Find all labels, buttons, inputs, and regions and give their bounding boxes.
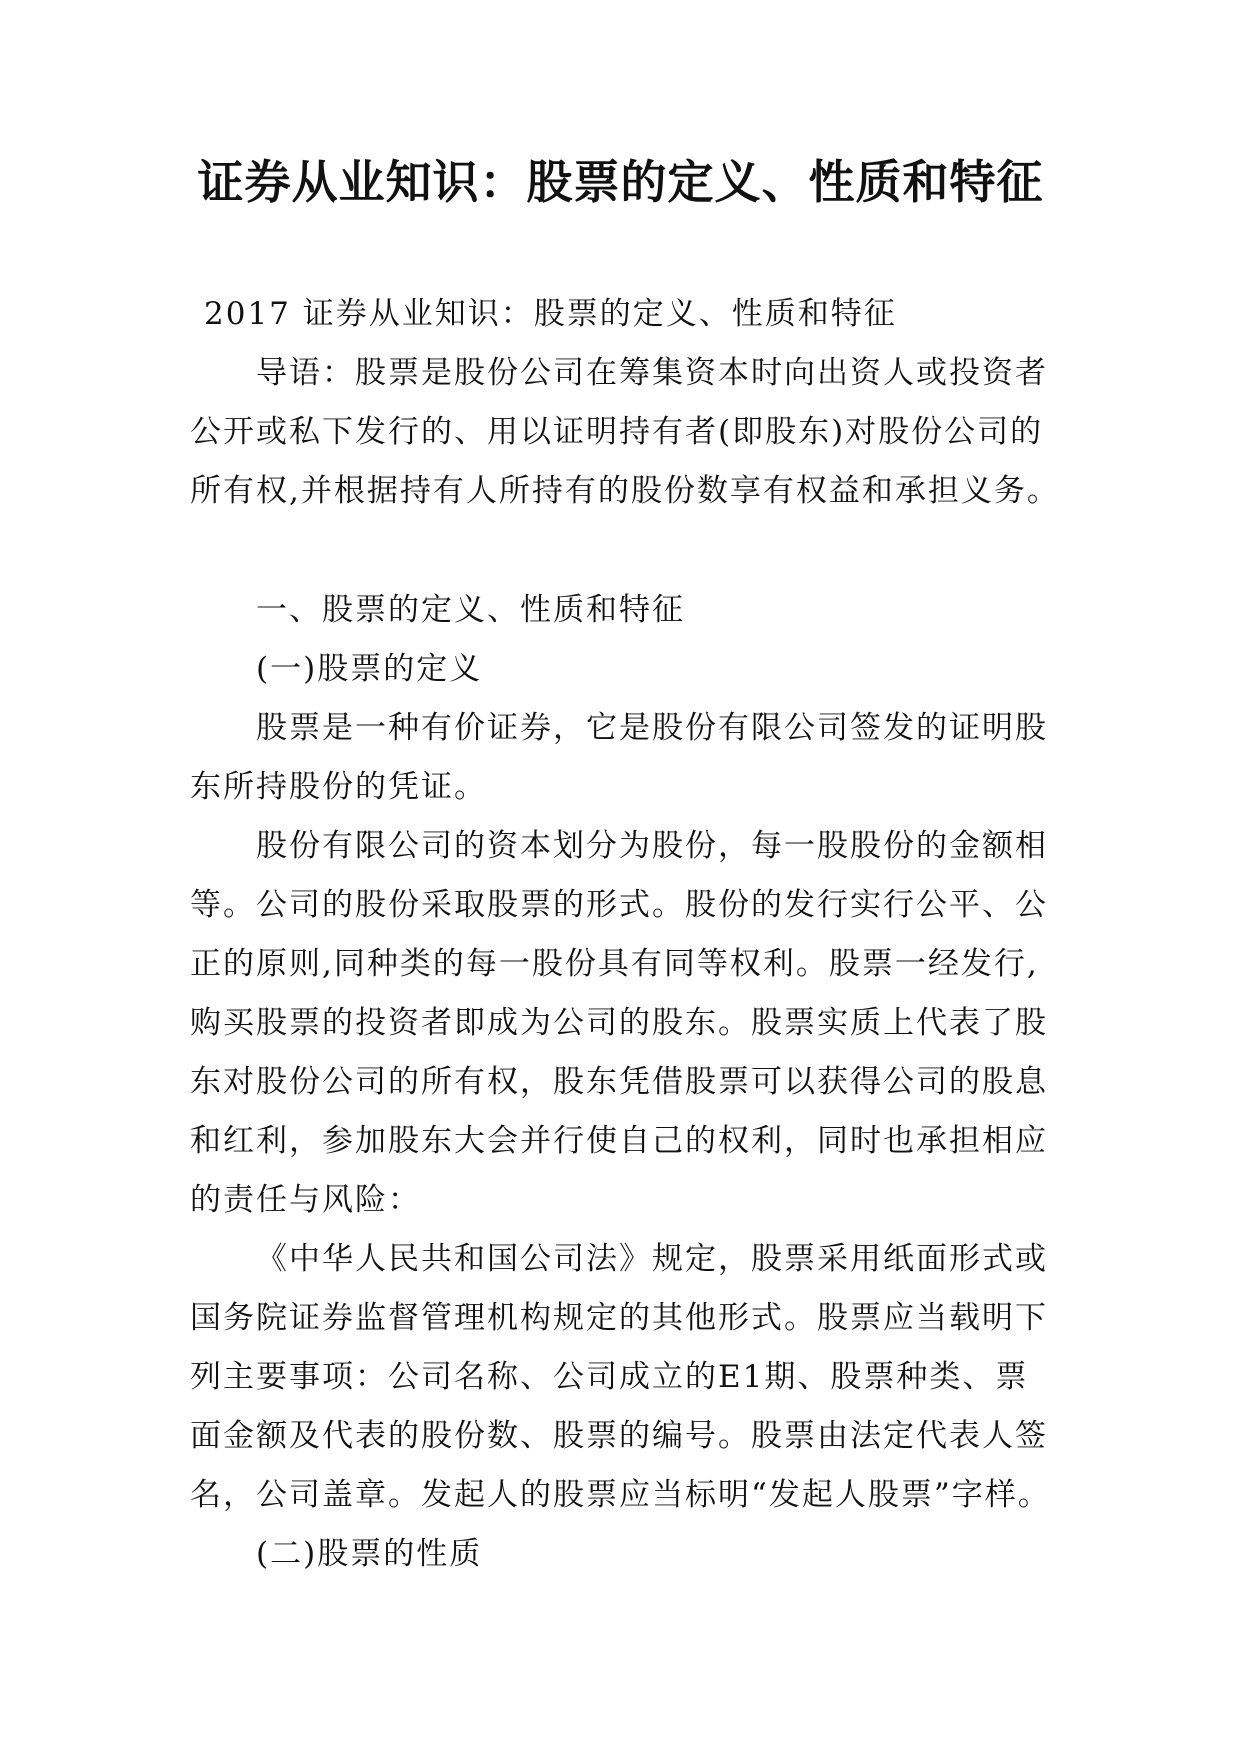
paragraph-line: 正的原则,同种类的每一股份具有同等权利。股票一经发行,: [190, 946, 1039, 982]
paragraph-line: 导语：股票是股份公司在筹集资本时向出资人或投资者: [256, 355, 1048, 391]
paragraph-line: 股票是一种有价证券，它是股份有限公司签发的证明股: [256, 710, 1048, 746]
paragraph-line: 的责任与风险：: [190, 1182, 421, 1218]
paragraph-line: 国务院证券监督管理机构规定的其他形式。股票应当载明下: [190, 1300, 1048, 1336]
paragraph-line: 《中华人民共和国公司法》规定，股票采用纸面形式或: [256, 1241, 1048, 1277]
paragraph-line: 名，公司盖章。发起人的股票应当标明“发起人股票”字样。: [190, 1477, 1051, 1513]
paragraph-line: 股份有限公司的资本划分为股份，每一股股份的金额相: [256, 828, 1048, 864]
paragraph-line: 购买股票的投资者即成为公司的股东。股票实质上代表了股: [190, 1005, 1048, 1041]
subtitle-line: 2017 证券从业知识：股票的定义、性质和特征: [204, 296, 897, 332]
paragraph-line: 东对股份公司的所有权，股东凭借股票可以获得公司的股息: [190, 1064, 1048, 1100]
document-body: [190, 285, 1060, 1584]
paragraph-gap: [190, 521, 1052, 581]
paragraph-line: 等。公司的股份采取股票的形式。股份的发行实行公平、公: [190, 887, 1048, 923]
subsection-heading: (一)股票的定义: [256, 651, 483, 687]
paragraph-line: 列主要事项：公司名称、公司成立的E1期、股票种类、票: [190, 1359, 1029, 1395]
document-title: 证券从业知识：股票的定义、性质和特征: [197, 155, 1044, 209]
paragraph-line: 面金额及代表的股份数、股票的编号。股票由法定代表人签: [190, 1418, 1048, 1454]
paragraph-line: 东所持股份的凭证。: [190, 769, 487, 805]
section-heading: 一、股票的定义、性质和特征: [256, 592, 685, 628]
subsection-heading: (二)股票的性质: [256, 1536, 483, 1572]
paragraph-line: 公开或私下发行的、用以证明持有者(即股东)对股份公司的: [190, 414, 1044, 450]
paragraph-line: 和红利，参加股东大会并行使自己的权利，同时也承担相应: [190, 1123, 1048, 1159]
paragraph-line: 所有权,并根据持有人所持有的股份数享有权益和承担义务。: [190, 473, 1060, 509]
